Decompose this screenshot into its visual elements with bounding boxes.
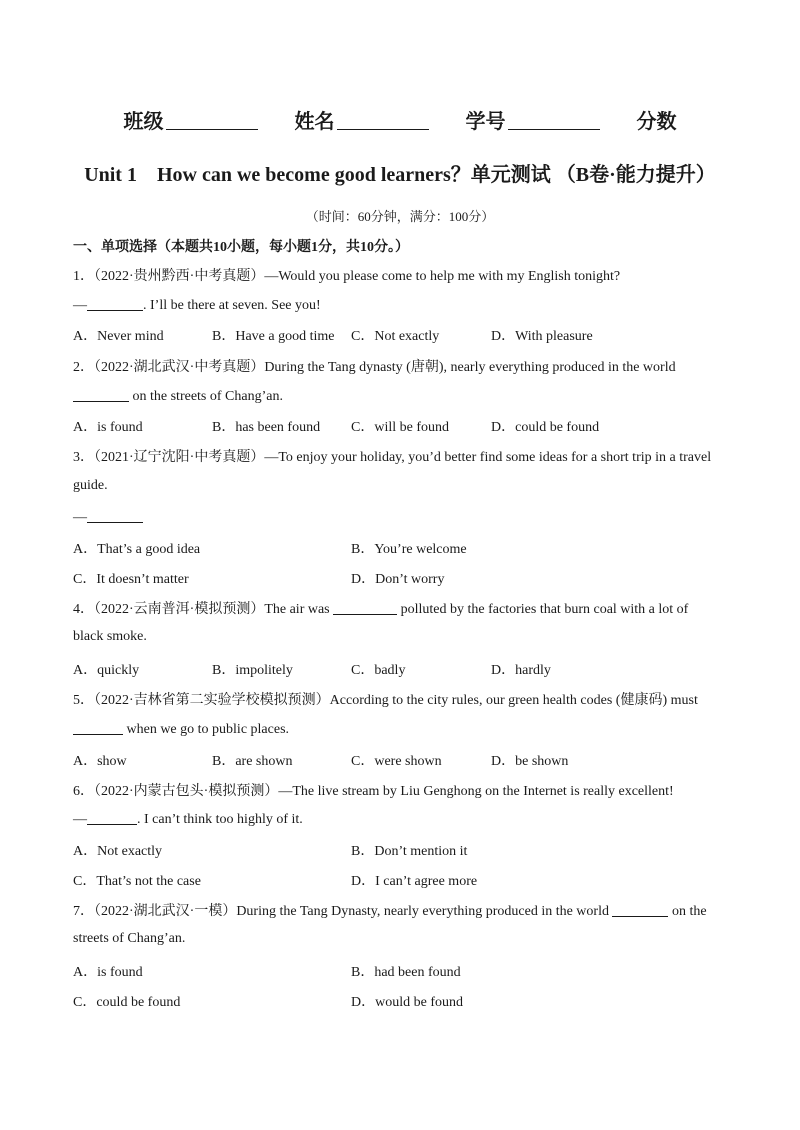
exam-time-info: （时间：60分钟，满分：100分） bbox=[305, 209, 495, 224]
question-3-stem-cont: guide. bbox=[73, 478, 108, 493]
question-5-option-a: A．show bbox=[73, 754, 127, 769]
student-no-label: 学号 bbox=[465, 111, 506, 133]
answer-blank bbox=[87, 810, 137, 825]
question-5-stem-cont: when we go to public places. bbox=[73, 720, 289, 738]
question-5-option-b: B．are shown bbox=[212, 754, 293, 769]
question-2-stem-cont: on the streets of Chang’an. bbox=[73, 387, 283, 405]
question-4-option-a: A．quickly bbox=[73, 663, 140, 678]
answer-blank bbox=[73, 387, 129, 402]
class-label: 班级 bbox=[123, 111, 164, 133]
question-3-response: — bbox=[73, 508, 143, 526]
question-4-stem: 4．（2022·云南普洱·模拟预测）The air was polluted by the factories that burn coal with a lot of bbox=[73, 602, 689, 617]
question-6-stem: 6．（2022·内蒙古包头·模拟预测）—The live stream by Liu Genghong on the Internet is really excellent! bbox=[73, 784, 674, 799]
question-1-option-a: A．Never mind bbox=[73, 329, 164, 344]
question-6-option-d: D．I can’t agree more bbox=[351, 874, 478, 889]
question-7-option-d: D．would be found bbox=[351, 995, 463, 1010]
question-7-option-b: B．had been found bbox=[351, 965, 461, 980]
question-4-stem-cont: black smoke. bbox=[73, 629, 147, 644]
question-2-option-a: A．is found bbox=[73, 420, 143, 435]
class-field bbox=[124, 105, 258, 134]
question-1-stem: 1．（2022·贵州黔西·中考真题）—Would you please come to help me with my English tonight? bbox=[73, 269, 621, 284]
student-no-field bbox=[466, 105, 600, 134]
question-2-option-d: D．could be found bbox=[491, 420, 600, 435]
name-field bbox=[295, 105, 429, 134]
question-2-option-c: C．will be found bbox=[351, 420, 449, 435]
question-3-stem: 3．（2021·辽宁沈阳·中考真题）—To enjoy your holiday, you’d better find some ideas for a short trip in a travel bbox=[73, 450, 712, 465]
answer-blank bbox=[87, 296, 143, 311]
question-5-option-c: C．were shown bbox=[351, 754, 442, 769]
question-3-option-d: D．Don’t worry bbox=[351, 572, 445, 587]
question-3-option-c: C．It doesn’t matter bbox=[73, 572, 189, 587]
question-4-option-d: D．hardly bbox=[491, 663, 551, 678]
question-4-option-c: C．badly bbox=[351, 663, 406, 678]
answer-blank bbox=[87, 508, 143, 523]
answer-blank bbox=[73, 720, 123, 735]
name-blank bbox=[337, 111, 429, 130]
question-6-option-c: C．That’s not the case bbox=[73, 874, 201, 889]
section-heading: 一、单项选择（本题共10小题，每小题1分，共10分。） bbox=[73, 240, 409, 255]
question-1-option-b: B．Have a good time bbox=[212, 329, 335, 344]
page-title: Unit 1 How can we become good learners？单元测试 （B卷·能力提升） bbox=[84, 164, 716, 186]
question-1-option-d: D．With pleasure bbox=[491, 329, 593, 344]
question-7-option-c: C．could be found bbox=[73, 995, 181, 1010]
score-field bbox=[637, 105, 677, 134]
answer-blank bbox=[612, 902, 668, 917]
question-3-option-a: A．That’s a good idea bbox=[73, 542, 201, 557]
question-5-option-d: D．be shown bbox=[491, 754, 569, 769]
question-2-stem: 2．（2022·湖北武汉·中考真题）During the Tang dynasty (唐朝), nearly everything produced in the world bbox=[73, 360, 676, 375]
question-1-option-c: C．Not exactly bbox=[351, 329, 440, 344]
question-4-option-b: B．impolitely bbox=[212, 663, 293, 678]
student-no-blank bbox=[508, 111, 600, 130]
question-2-option-b: B．has been found bbox=[212, 420, 321, 435]
question-6-option-b: B．Don’t mention it bbox=[351, 844, 468, 859]
question-3-option-b: B．You’re welcome bbox=[351, 542, 467, 557]
score-label: 分数 bbox=[636, 111, 677, 133]
question-7-option-a: A．is found bbox=[73, 965, 143, 980]
question-6-response: — . I can’t think too highly of it. bbox=[73, 812, 303, 827]
question-1-response: — . I’ll be there at seven. See you! bbox=[73, 298, 321, 313]
question-6-option-a: A．Not exactly bbox=[73, 844, 163, 859]
class-blank bbox=[166, 111, 258, 130]
name-label: 姓名 bbox=[294, 111, 335, 133]
student-info-header bbox=[0, 105, 800, 134]
question-7-stem: 7．（2022·湖北武汉·一模）During the Tang Dynasty, nearly everything produced in the world on the bbox=[73, 904, 707, 919]
answer-blank bbox=[333, 600, 397, 615]
question-7-stem-cont: streets of Chang’an. bbox=[73, 931, 186, 946]
question-5-stem: 5．（2022·吉林省第二实验学校模拟预测）According to the city rules, our green health codes (健康码) must bbox=[73, 693, 698, 708]
